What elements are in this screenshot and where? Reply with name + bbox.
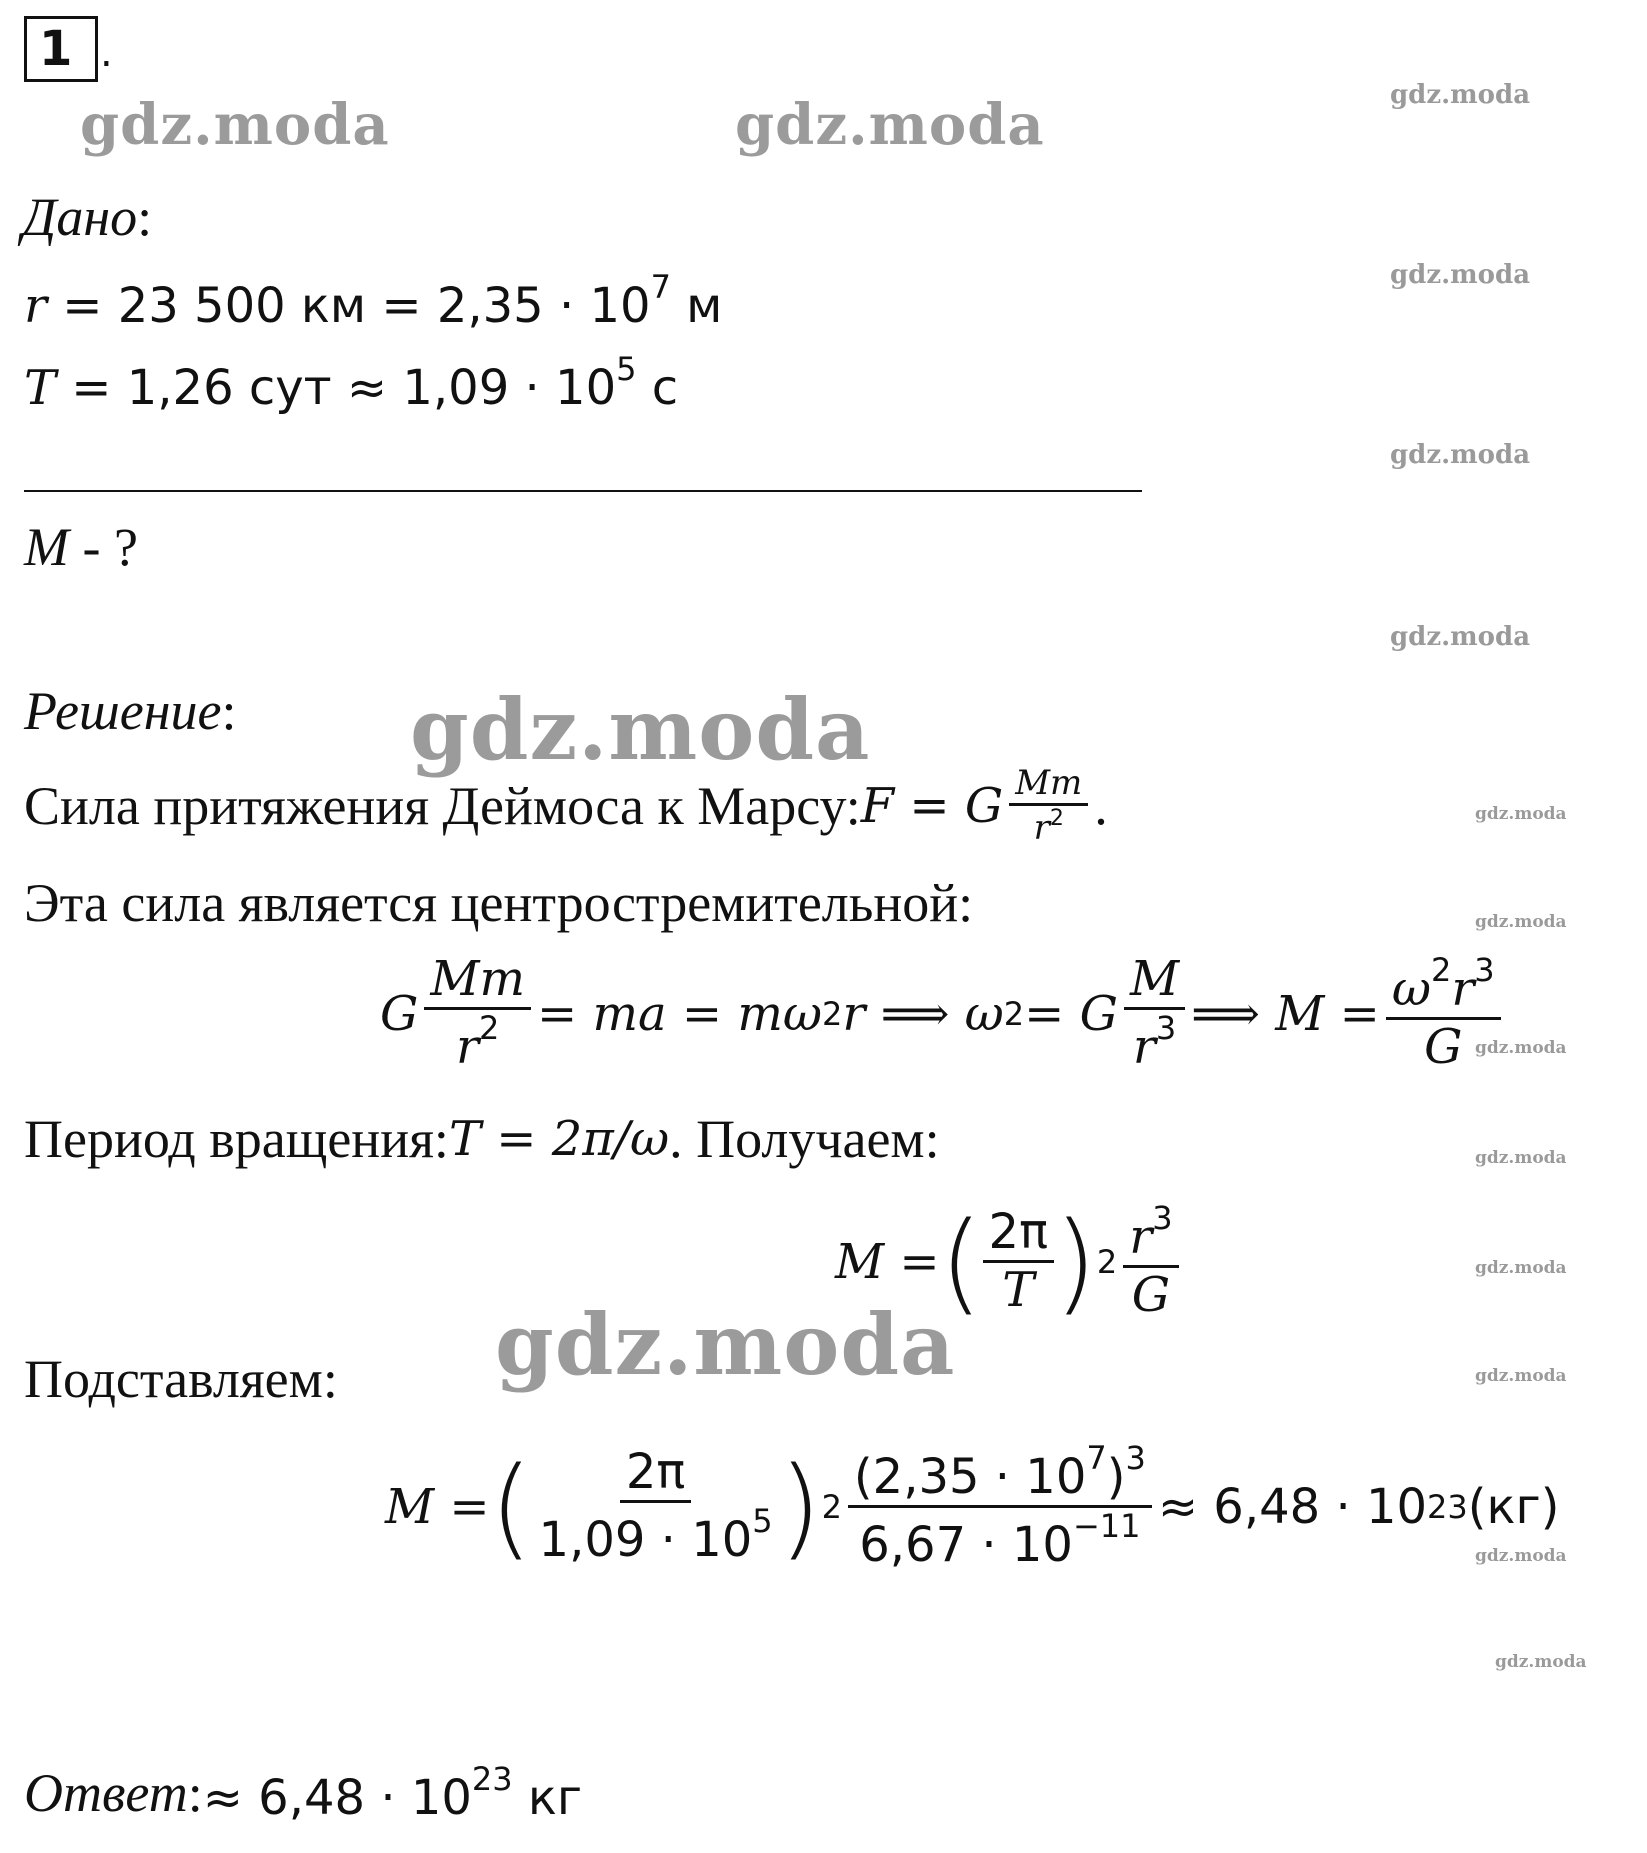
fraction-Mm-r2: $\frac{Mm}{r^2}$ bbox=[1009, 764, 1088, 848]
find-line: M - ? bbox=[24, 517, 138, 577]
watermark-10: gdz.moda bbox=[1475, 1038, 1567, 1058]
solution-line-4: Подставляем: bbox=[24, 1349, 338, 1409]
watermark-15: gdz.moda bbox=[1475, 1546, 1567, 1566]
watermark-1: gdz.moda bbox=[80, 92, 390, 158]
solution-heading: Решение: bbox=[24, 681, 237, 741]
answer-line: Ответ : ≈ $6,48 \cdot 10^{23}$ кг bbox=[24, 1760, 583, 1826]
watermark-14: gdz.moda bbox=[1475, 1366, 1567, 1386]
watermark-5: gdz.moda bbox=[1390, 440, 1531, 470]
solution-line-2: Эта сила является центростремительной: bbox=[24, 873, 974, 933]
given-label: Дано bbox=[22, 187, 138, 247]
watermark-3: gdz.moda bbox=[1390, 80, 1531, 110]
given-T: T = 1,26 сут ≈ $1,09 \cdot 10^5$ с bbox=[24, 350, 679, 416]
solution-line-1: Сила притяжения Деймоса к Марсу: F = G $\frac{Mm}{r^2}$ . bbox=[24, 763, 1108, 849]
answer-label: Ответ bbox=[24, 1763, 188, 1823]
problem-number: 1 bbox=[39, 21, 73, 77]
watermark-9: gdz.moda bbox=[1475, 912, 1567, 932]
given-r: r = 23 500 км = $2,35 \cdot 10^7$ м bbox=[24, 268, 723, 334]
watermark-12: gdz.moda bbox=[1475, 1258, 1567, 1278]
watermark-7: gdz.moda bbox=[410, 680, 871, 779]
equation-2: M = ( $\frac{2\pi}{T}$ ) 2 $\frac{r^3}{G}$ bbox=[835, 1200, 1185, 1323]
equation-3: M = ( $\frac{2\pi}{1,09 \cdot 10^5}$ ) 2 $\frac{(2,35 \cdot 10^7)^3}{6,67 \cdot 10^{-11}}$ ≈ 6,48 · 10 23 (кг) bbox=[385, 1439, 1560, 1574]
watermark-4: gdz.moda bbox=[1390, 260, 1531, 290]
problem-number-dot: . bbox=[100, 30, 113, 76]
watermark-11: gdz.moda bbox=[1475, 1148, 1567, 1168]
problem-number-box bbox=[24, 16, 98, 82]
watermark-6: gdz.moda bbox=[1390, 622, 1531, 652]
watermark-8: gdz.moda bbox=[1475, 804, 1567, 824]
solution-label: Решение bbox=[24, 681, 222, 741]
watermark-2: gdz.moda bbox=[735, 92, 1045, 158]
watermark-16: gdz.moda bbox=[1495, 1652, 1587, 1672]
solution-line-3: Период вращения: T = 2π/ω . Получаем: bbox=[24, 1109, 940, 1169]
given-heading: Дано: bbox=[22, 187, 153, 247]
watermark-13: gdz.moda bbox=[495, 1295, 956, 1394]
equation-1: G $\frac{Mm}{r^2}$ = ma = mω 2 r ⟹ ω 2 = G $\frac{M}{r^3}$ ⟹ M = $\frac{\omega^2r^3}{G}$ bbox=[380, 952, 1507, 1075]
given-divider bbox=[24, 490, 1142, 492]
